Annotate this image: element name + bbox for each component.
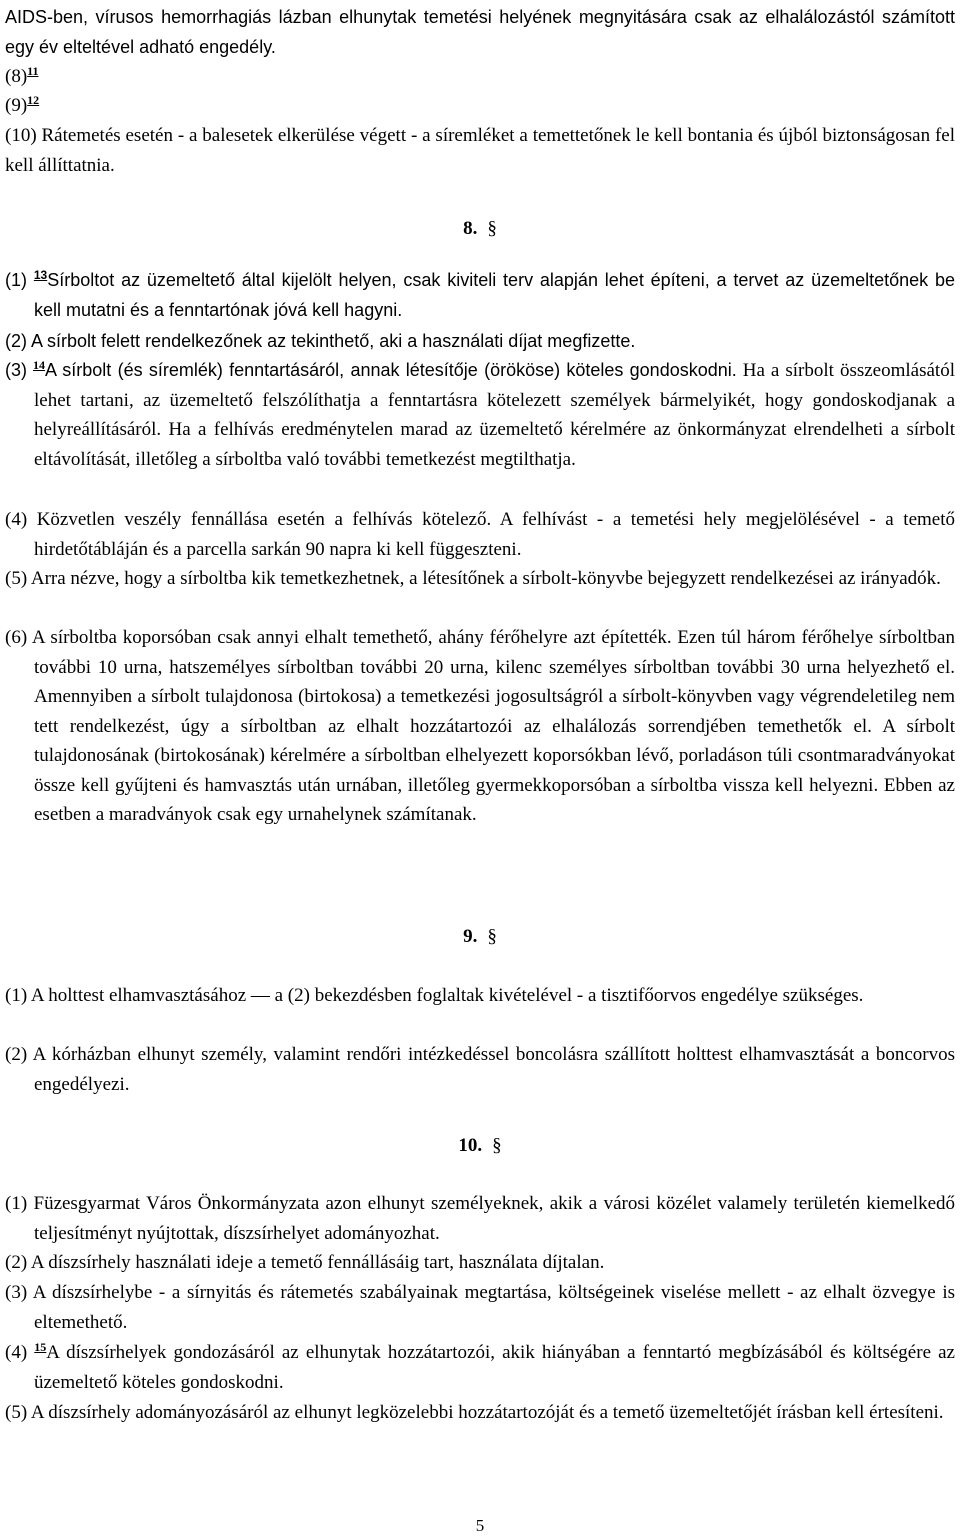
section-10-paragraph-3: (3) A díszsírhelybe - a sírnyitás és rátemetés szabályainak megtartása, költségeinek viselése mellett - az elhalt özvegye is eltemethető. bbox=[5, 1282, 955, 1333]
section-9-paragraph-2: (2) A kórházban elhunyt személy, valamint rendőri intézkedéssel boncolásra szállított holttest elhamvasztását a boncorvos engedélyezi. bbox=[5, 1044, 955, 1095]
section-9-heading bbox=[0, 923, 960, 951]
section-number: 8. bbox=[463, 218, 478, 239]
footnote-ref-13[interactable]: 13 bbox=[33, 268, 48, 282]
footnote-ref-12[interactable]: 12 bbox=[27, 93, 40, 107]
paragraph-text: A díszsírhelyek gondozásáról az elhunytak hozzátartozói, akik hiányában a fenntartó megbízásából és költségére az üzemeltető köteles gondoskodni. bbox=[34, 1342, 955, 1393]
paragraph-9 bbox=[5, 91, 955, 121]
intro-paragraph: AIDS-ben, vírusos hemorrhagiás lázban elhunytak temetési helyének megnyitására csak az elhalálozástól számított egy év elteltével adható engedély. bbox=[5, 7, 955, 57]
section-8-paragraph-1 bbox=[5, 266, 955, 325]
section-symbol: § bbox=[487, 926, 497, 947]
section-symbol: § bbox=[487, 218, 497, 239]
section-10-heading bbox=[0, 1132, 960, 1160]
footnote-ref-11[interactable]: 11 bbox=[27, 64, 39, 78]
paragraph-text: Sírboltot az üzemeltető által kijelölt helyen, csak kiviteli terv alapján lehet építeni, a tervet az üzemeltetőnek be kell mutatni és a fenntartónak jóvá kell hagyni. bbox=[34, 270, 955, 320]
section-number: 10. bbox=[458, 1135, 483, 1156]
section-10-paragraph-2: (2) A díszsírhely használati ideje a temető fennállásáig tart, használata díjtalan. bbox=[5, 1252, 605, 1273]
section-8-paragraph-6: (6) A sírboltba koporsóban csak annyi elhalt temethető, ahány férőhelyre azt építették. Ezen túl három férőhelye sírboltban további 10 urna, hatszemélyes sírboltban további 20 urna, kilenc személyes sírboltban további 30 urna helyezhető el. Amennyiben a sírbolt tulajdonosa (birtokosa) a temetkezési jogosultságról a sírbolt-könyvben vagy végrendeletileg nem tett rendelkezést, úgy a sírboltban az elhalt hozzátartozói az elhalálozás sorrendjében temethetők el. A sírbolt tulajdonosának (birtokosának) kérelmére a sírboltban elhelyezett koporsókban lévő, porladáson túli csontmaradványokat össze kell gyűjteni és hamvasztás után urnában, illetőleg gyermekkoporsóban a sírboltba vissza kell helyezni. Ebben az esetben a maradványok csak egy urnahelynek számítanak. bbox=[5, 627, 955, 825]
paragraph-label: (1) bbox=[5, 270, 27, 290]
paragraph-label: (8) bbox=[5, 66, 28, 87]
page-number: 5 bbox=[475, 1516, 485, 1535]
section-10-paragraph-1: (1) Füzesgyarmat Város Önkormányzata azon elhunyt személyeknek, akik a városi közélet valamely területén kiemelkedő teljesítményt nyújtottak, díszsírhelyet adományozhat. bbox=[5, 1193, 955, 1244]
paragraph-label: (4) bbox=[5, 1342, 28, 1363]
section-10-paragraph-5: (5) A díszsírhely adományozásáról az elhunyt legközelebbi hozzátartozóját és a temető üzemeltetőjét írásban kell értesíteni. bbox=[5, 1402, 944, 1423]
section-10-paragraph-4 bbox=[5, 1338, 955, 1397]
section-8-paragraph-5: (5) Arra nézve, hogy a sírboltba kik temetkezhetnek, a létesítőnek a sírbolt-könyvbe bejegyzett rendelkezései az irányadók. bbox=[5, 568, 941, 589]
paragraph-label: (3) bbox=[5, 360, 27, 380]
section-8-paragraph-3 bbox=[5, 356, 955, 474]
section-8-paragraph-4: (4) Közvetlen veszély fennállása esetén a felhívás kötelező. A felhívást - a temetési hely megjelölésével - a temető hirdetőtábláján és a parcella sarkán 90 napra ki kell függeszteni. bbox=[5, 509, 955, 560]
paragraph-text-sans: A sírbolt (és síremlék) fenntartásáról, annak létesítője (örököse) köteles gondoskodni. bbox=[45, 360, 737, 380]
section-9-paragraph-1: (1) A holttest elhamvasztásához ― a (2) bekezdésben foglaltak kivételével - a tisztifőorvos engedélye szükséges. bbox=[5, 985, 864, 1006]
paragraph-8 bbox=[5, 62, 955, 92]
paragraph-text: Ha a sírbolt összeomlásától lehet tartani, az üzemeltető felszólíthatja a fenntartásra kötelezett személyek bármelyikét, hogy gondoskodjanak a helyreállításáról. Ha a felhívás eredménytelen marad az üzemeltető kérelmére az önkormányzat elrendelheti a sírbolt eltávolítását, illetőleg a sírboltba való további temetkezést megtilthatja. bbox=[34, 360, 955, 470]
section-8-heading bbox=[0, 215, 960, 243]
footnote-ref-15[interactable]: 15 bbox=[34, 1340, 47, 1354]
paragraph-10: (10) Rátemetés esetén - a balesetek elkerülése végett - a síremléket a temettetőnek le kell bontania és újból biztonságosan fel kell állíttatnia. bbox=[5, 125, 955, 176]
paragraph-label: (9) bbox=[5, 95, 28, 116]
section-8-paragraph-2: (2) A sírbolt felett rendelkezőnek az tekinthető, aki a használati díjat megfizette. bbox=[5, 331, 636, 351]
footnote-ref-14[interactable]: 14 bbox=[33, 358, 46, 372]
section-number: 9. bbox=[463, 926, 478, 947]
section-symbol: § bbox=[492, 1135, 502, 1156]
